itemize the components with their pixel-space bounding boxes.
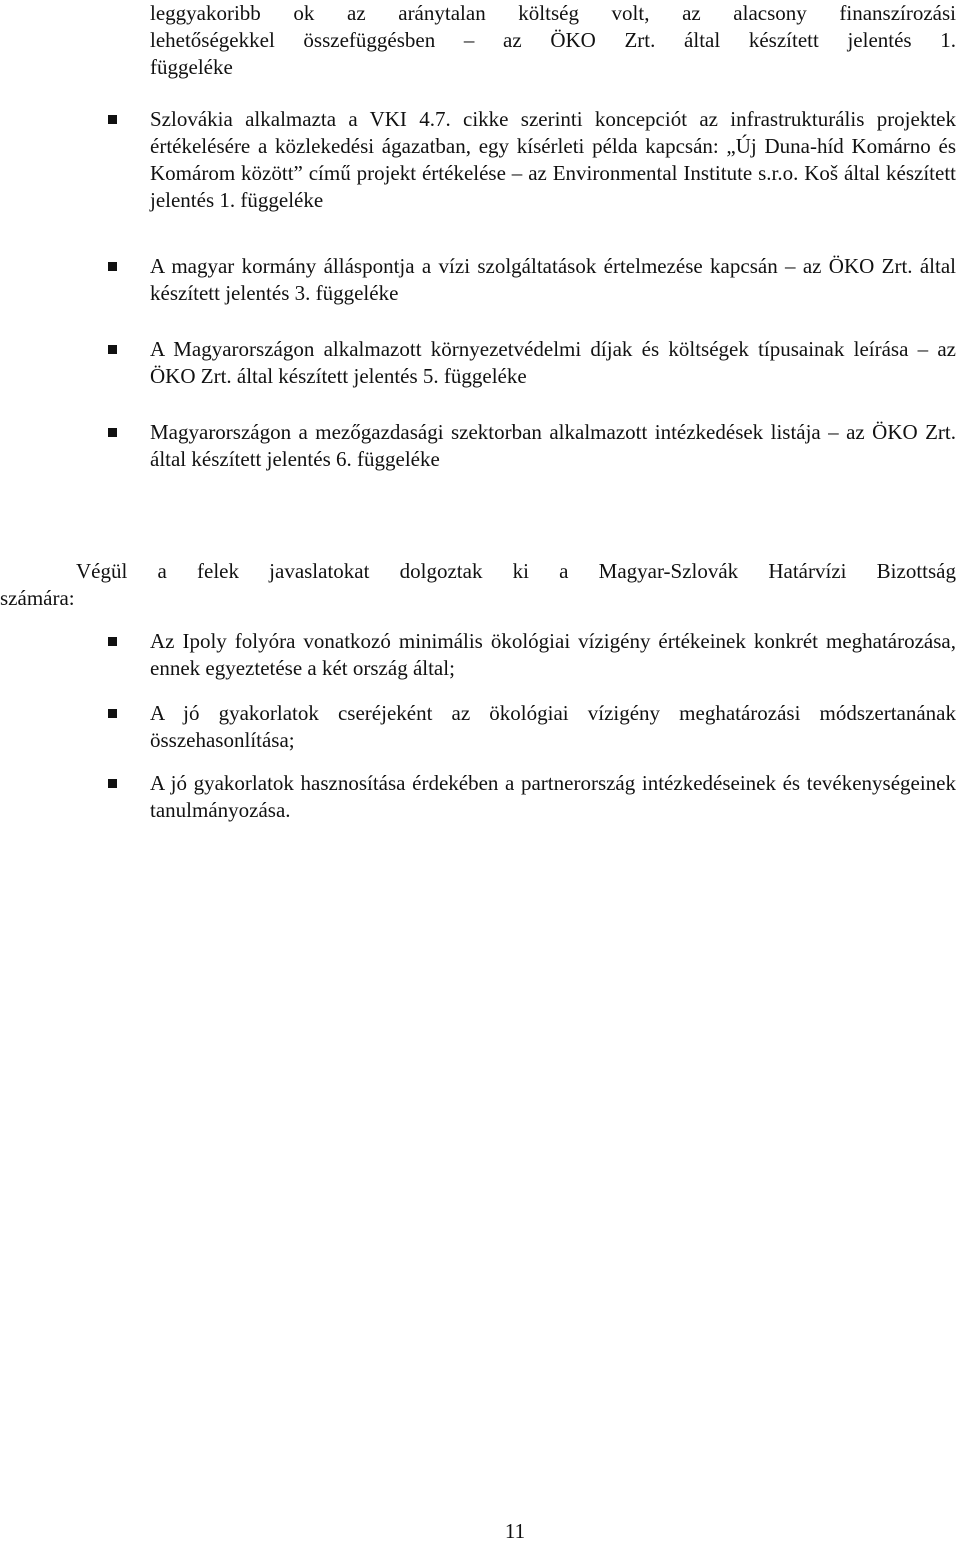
list-item-text: Szlovákia alkalmazta a VKI 4.7. cikke szerinti koncepciót az infrastrukturális projektek értékelésére a közlekedési ágazatban, egy kísérleti példa kapcsán: „Új Duna-híd Komárno és Komárom között” című projekt értékelése – az Environmental Institute s.r.o. Koš által készített jelentés 1. függeléke — [150, 107, 956, 212]
list-item-text: A jó gyakorlatok cseréjeként az ökológiai vízigény meghatározási módszertanának összehasonlítása; — [150, 701, 956, 752]
square-bullet-icon — [108, 262, 117, 271]
list-item-text: Magyarországon a mezőgazdasági szektorban alkalmazott intézkedések listája – az ÖKO Zrt. által készített jelentés 6. függeléke — [150, 420, 956, 471]
continued-bullet-text — [150, 0, 956, 81]
list-item-text: Az Ipoly folyóra vonatkozó minimális ökológiai vízigény értékeinek konkrét meghatározása, ennek egyeztetése a két ország által; — [150, 629, 956, 680]
square-bullet-icon — [108, 428, 117, 437]
list-item-text: A Magyarországon alkalmazott környezetvédelmi díjak és költségek típusainak leírása – az ÖKO Zrt. által készített jelentés 5. függeléke — [150, 337, 956, 388]
intro-line-2: számára: — [0, 586, 75, 610]
square-bullet-icon — [108, 637, 117, 646]
intro-line-1: Végül a felek javaslatokat dolgoztak ki a Magyar-Szlovák Határvízi Bizottság — [76, 559, 956, 583]
page-number: 11 — [504, 1519, 526, 1543]
list-item-text: A magyar kormány álláspontja a vízi szolgáltatások értelmezése kapcsán – az ÖKO Zrt. által készített jelentés 3. függeléke — [150, 254, 956, 305]
square-bullet-icon — [108, 779, 117, 788]
square-bullet-icon — [108, 345, 117, 354]
list-item-text: A jó gyakorlatok hasznosítása érdekében a partnerország intézkedéseinek és tevékenységeinek tanulmányozása. — [150, 771, 956, 822]
continued-line-2: lehetőségekkel összefüggésben – az ÖKO Zrt. által készített jelentés 1. — [150, 28, 956, 52]
continued-line-1: leggyakoribb ok az aránytalan költség volt, az alacsony finanszírozási — [150, 1, 956, 25]
square-bullet-icon — [108, 115, 117, 124]
square-bullet-icon — [108, 709, 117, 718]
continued-line-3: függeléke — [150, 55, 233, 79]
